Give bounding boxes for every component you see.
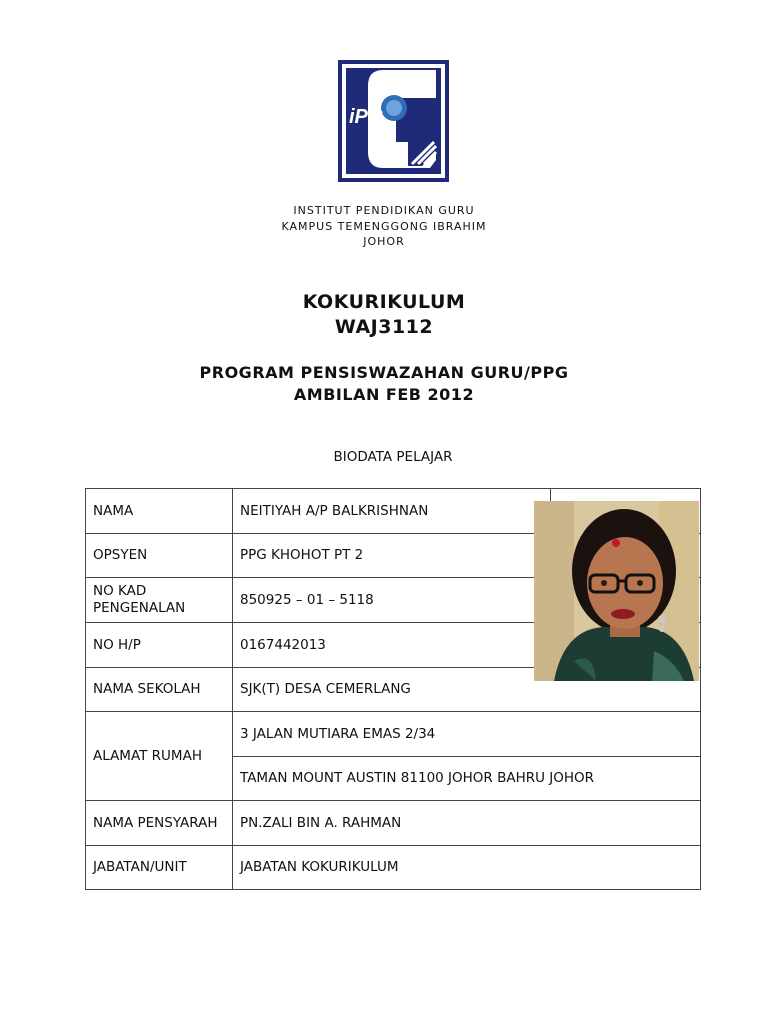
institution-line-2: KAMPUS TEMENGGONG IBRAHIM [281, 219, 487, 233]
section-title: BIODATA PELAJAR [333, 449, 453, 465]
jabatan-label: JABATAN/UNIT [86, 846, 233, 890]
alamat-label: ALAMAT RUMAH [86, 712, 233, 801]
sekolah-label: NAMA SEKOLAH [86, 668, 233, 712]
program-intake: AMBILAN FEB 2012 [293, 385, 475, 404]
pensyarah-value: PN.ZALI BIN A. RAHMAN [233, 801, 701, 846]
table-row [86, 846, 701, 890]
student-photo [534, 501, 699, 681]
alamat-line-1: 3 JALAN MUTIARA EMAS 2/34 [233, 712, 701, 757]
program-name: PROGRAM PENSISWAZAHAN GURU/PPG [199, 363, 569, 382]
nama-value: NEITIYAH A/P BALKRISHNAN [233, 489, 551, 534]
nokad-value: 850925 – 01 – 5118 [233, 578, 551, 623]
course-code: WAJ3112 [334, 316, 434, 338]
student-photo-graphic [534, 501, 699, 681]
alamat-line-2: TAMAN MOUNT AUSTIN 81100 JOHOR BAHRU JOHOR [233, 757, 701, 801]
program-block [0, 362, 768, 406]
course-title-block [0, 290, 768, 340]
institution-line-3: JOHOR [363, 235, 405, 248]
nohp-label: NO H/P [86, 623, 233, 668]
table-row [86, 712, 701, 757]
nama-label: NAMA [86, 489, 233, 534]
institution-header [0, 203, 768, 250]
opsyen-value: PPG KHOHOT PT 2 [233, 534, 551, 578]
course-title: KOKURIKULUM [302, 291, 466, 313]
table-row [86, 801, 701, 846]
sekolah-value: SJK(T) DESA CEMERLANG [233, 668, 701, 712]
jabatan-value: JABATAN KOKURIKULUM [233, 846, 701, 890]
ipg-logo [338, 60, 449, 182]
ipg-logo-graphic [338, 60, 449, 182]
opsyen-label: OPSYEN [86, 534, 233, 578]
nohp-value: 0167442013 [233, 623, 551, 668]
nokad-label: NO KAD PENGENALAN [86, 578, 233, 623]
logo-text: iPG [349, 106, 384, 128]
institution-line-1: INSTITUT PENDIDIKAN GURU [293, 204, 475, 217]
pensyarah-label: NAMA PENSYARAH [86, 801, 233, 846]
